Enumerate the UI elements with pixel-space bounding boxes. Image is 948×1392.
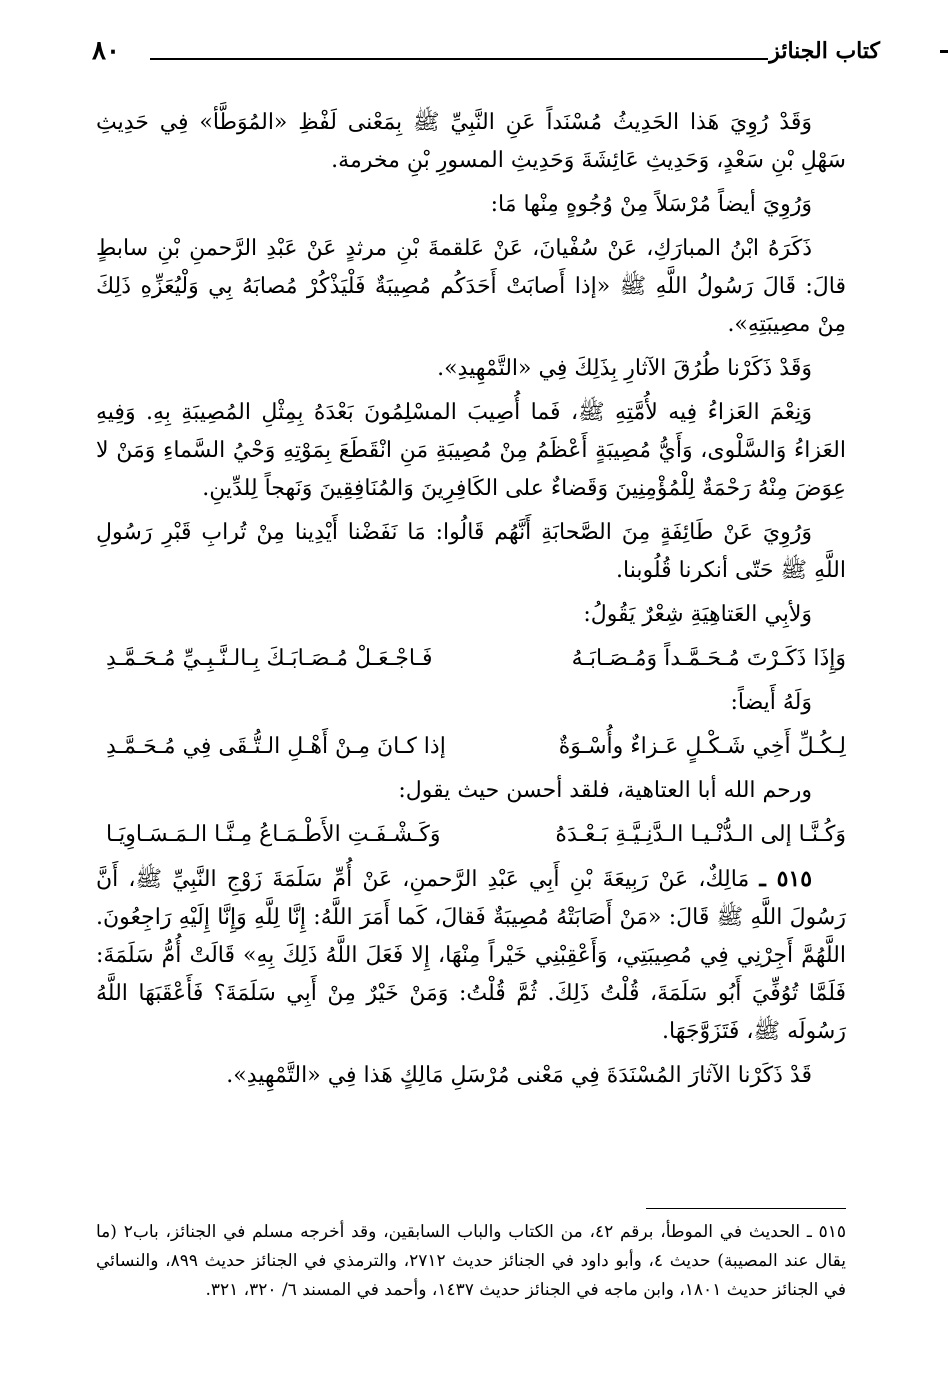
paragraph: ذَكَرَهُ ابْنُ المبارَكِ، عَنْ سُفْيانَ، عَنْ عَلقمةَ بْنِ مرثدٍ عَنْ عَبْدِ الرَّحمنِ بْنِ سابطٍ قالَ: قَالَ رَسُولُ اللَّهِ ﷺ «إذا أَصابَتْ أَحَدَكُم مُصِيبَةٌ فَلْيَذْكُرْ مُصابَهُ بِي وَلْيُعَزِّهِ ذَلِكَ مِنْ مصِيبَتِهِ». [96, 236, 846, 337]
footnote-rule [646, 1208, 846, 1209]
verse-hemistich: لِـكُـلِّ أَخِي شَـكْـلٍ عَـزاءٌ وأُسْـوَةٌ [558, 734, 846, 759]
paragraph: وَلَهُ أَيضاً: [730, 690, 812, 715]
paragraph: وَنِعْمَ العَزاءُ فِيه لأُمَّتِهِ ﷺ، فَما أُصِيبَ المسْلِمُونَ بَعْدَهُ بِمِثْلِ المُصِيبَةِ بِهِ. وَفِيهِ العَزاءُ وَالسَّلْوى، وَأَيُّ مُصِيبَةٍ أَعْظَمُ مِنْ مُصِيبَةِ مَنِ انْقَطَعَ بِمَوْتِهِ وَحْيُ السَّماءِ وَمَنْ لا عِوَضَ مِنْهُ رَحْمَةٌ لِلْمُؤْمِنِينَ وَقَضاءٌ على الكَافِرِينَ وَالمُنَافِقِينَ وَنَهجاً لِلدِّينِ. [96, 400, 846, 501]
paragraph: وَقَدْ ذَكَرْنا طُرُقَ الآثارِ بِذَلِكَ فِي «التَّمْهِيدِ». [437, 356, 812, 381]
verse-hemistich: وَإِذَا ذَكَـرْتَ مُـحَـمَّـداً وَمُـصَـابَـهُ [571, 646, 846, 671]
verse-hemistich: فَـاجْـعَـلْ مُـصَـابَـكَ بِـالـنَّـبِـيِّ مُـحَـمَّـدِ [106, 646, 433, 671]
hadith-number: ٥١٥ ـ [759, 866, 813, 892]
paragraph: وَرُوِيَ عَنْ طَائِفَةٍ مِنَ الصَّحابَةِ أَنَّهُم قَالُوا: مَا نَفَضْنا أَيْدِينا مِنْ تُرابِ قَبْرِ رَسُولِ اللَّهِ ﷺ حَتّى أنكرنا قُلُوبنا. [96, 520, 846, 583]
hadith-paragraph [96, 860, 846, 1051]
poem-verse [96, 728, 846, 766]
header-rule [150, 58, 768, 60]
paragraph: ورحم الله أبا العتاهية، فلقد أحسن حيث يقول: [398, 778, 812, 803]
chapter-title: كتاب الجنائز [769, 38, 880, 64]
paragraph: وَقَدْ رُوِيَ هَذا الحَدِيثُ مُسْنَداً عَنِ النَّبِيِّ ﷺ بِمَعْنى لَفْظِ «المُوَطَّأ» فِي حَدِيثِ سَهْلِ بْنِ سَعْدٍ، وَحَدِيثِ عَائِشَةَ وَحَدِيثِ المسورِ بْنِ مخرمة. [96, 110, 846, 173]
footnote [96, 1218, 846, 1305]
page-number: ٨٠ [92, 36, 120, 66]
verse-hemistich: وَكُـنَّـا إلى الـدُّنْـيـا الـدَّنِـيَّـةِ بَـعْـدَهُ [555, 822, 846, 847]
footnote-text: ٥١٥ ـ الحديث في الموطأ، برقم ٤٢، من الكتاب والباب السابقين، وقد أخرجه مسلم في الجنائز، باب٢ (ما يقال عند المصيبة) حديث ٤، وأبو داود في الجنائز حديث ٢٧١٢، والترمذي في الجنائز حديث ٨٩٩، والنسائي في الجنائز حديث ١٨٠١، وابن ماجه في الجنائز حديث ١٤٣٧، وأحمد في المسند ٦/ ٣٢٠، ٣٢١. [96, 1222, 847, 1300]
hadith-text: مَالِكٌ، عَنْ رَبِيعَةَ بْنِ أَبِي عَبْدِ الرَّحمنِ، عَنْ أُمِّ سَلَمَةَ زَوْجِ النَّبِيِّ ﷺ، أَنَّ رَسُولَ اللَّهِ ﷺ قَالَ: «مَنْ أَصَابَتْهُ مُصِيبَةٌ فَقالَ، كَما أَمَرَ اللَّهُ: إِنَّا لِلَّهِ وَإِنَّا إِلَيْهِ رَاجِعُونَ. اللَّهُمَّ أَجِرْنِي فِي مُصِيبَتِي، وَأَعْقِبْنِي خَيْراً مِنْهَا، إِلا فَعَلَ اللَّهُ ذَلِكَ بِهِ» قَالَتْ أُمُّ سَلَمَةَ: فَلَمَّا تُوُفِّيَ أَبُو سَلَمَةَ، قُلْتُ ذَلِكَ. ثُمَّ قُلْتُ: وَمَنْ خَيْرٌ مِنْ أَبِي سَلَمَةَ؟ فَأَعْقَبَهَا اللَّهُ رَسُولَه ﷺ، فَتَزَوَّجَهَا. [96, 867, 846, 1044]
paragraph: وَلأبِي العَتاهِيَةِ شِعْرٌ يَقُولُ: [583, 602, 812, 627]
paragraph: قَدْ ذَكَرْنا الآثارَ المُسْنَدَةَ فِي مَعْنى مُرْسَلِ مَالِكٍ هَذا فِي «التَّمْهِيدِ». [226, 1063, 812, 1088]
poem-verse [96, 640, 846, 678]
verse-hemistich: وَكَـشْـفَـتِ الأَطْـمَـاعُ مِـنَّـا الـمَـسَـاوِيَـا [106, 822, 441, 847]
paragraph: وَرُوِيَ أيضاً مُرْسَلاً مِنْ وُجُوهٍ مِنْها مَا: [490, 192, 812, 217]
main-text [96, 104, 846, 1101]
page-header [92, 36, 880, 76]
page-edge-mark [940, 50, 948, 53]
poem-verse [96, 816, 846, 854]
verse-hemistich: إذا كـانَ مِـنْ أَهْـلِ الـتُّـقَى فِي مُـحَـمَّـدِ [106, 734, 446, 759]
